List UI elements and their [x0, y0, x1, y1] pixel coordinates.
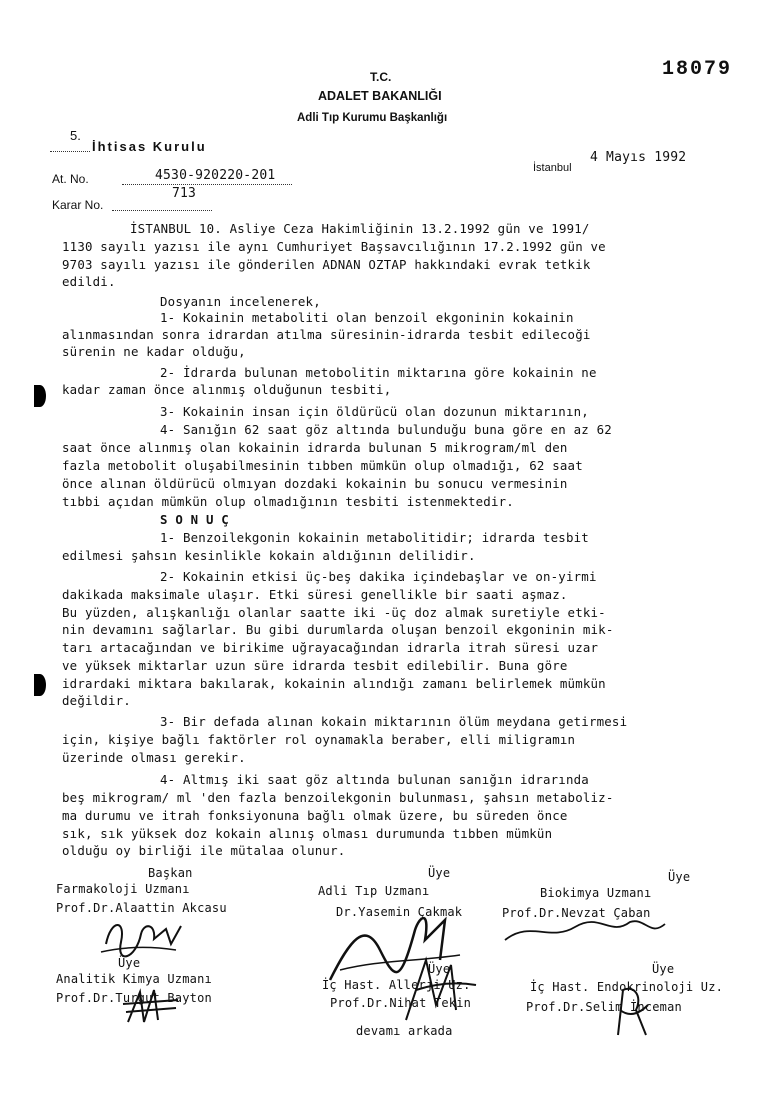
member2-label: Üye [668, 870, 691, 884]
committee-dots [50, 151, 90, 152]
signature-member5 [608, 980, 658, 1040]
result-line: değildir. [62, 693, 131, 708]
tc-label: T.C. [370, 70, 392, 84]
decision-no-dots [112, 210, 212, 211]
file-no-value: 4530-920220-201 [155, 168, 276, 183]
result-line: beş mikrogram/ ml 'den fazla benzoilekgonin bulunması, şahsın metaboliz- [62, 790, 614, 805]
question-line: önce alınan öldürücü olmıyan dozdaki kokainin bu sonucu vermesinin [62, 476, 568, 491]
chair-label: Başkan [148, 866, 193, 880]
review-title: Dosyanın incelenerek, [160, 294, 321, 309]
result-line: ve yüksek miktarlar uzun süre idrarda tesbit edilebilir. Buna göre [62, 658, 568, 673]
result-line: dakikada maksimale ulaşır. Etki süresi genellikle bir saati aşmaz. [62, 587, 568, 602]
question-line: kadar zaman önce alınmış olduğunun tesbiti, [62, 382, 392, 397]
signature-member3 [118, 982, 188, 1032]
result-line: 2- Kokainin etkisi üç-beş dakika içindebaşlar ve on-yirmi [160, 569, 597, 584]
chair-name: Prof.Dr.Alaattin Akcasu [56, 901, 227, 915]
result-line: edilmesi şahsın kesinlikle kokain aldığının delilidir. [62, 548, 476, 563]
question-line: 2- İdrarda bulunan metobolitin miktarına göre kokainin ne [160, 365, 597, 380]
question-line: fazla metobolit oluşabilmesinin tıbben mümkün olup olmadığı, 62 saat [62, 458, 583, 473]
committee-name: İhtisas Kurulu [92, 139, 207, 154]
result-line: nin devamını sağlarlar. Bu gibi durumlarda oluşan benzoil ekgoninin mik- [62, 622, 614, 637]
intro-line-1: İSTANBUL 10. Asliye Ceza Hakimliğinin 13.2.1992 gün ve 1991/ [130, 221, 590, 236]
document-number: 18079 [662, 58, 733, 81]
intro-line-4: edildi. [62, 274, 116, 289]
question-line: tıbbi açıdan mümkün olup olmadığının tesbiti istenmektedir. [62, 494, 514, 509]
decision-no-label: Karar No. [52, 198, 104, 212]
member2-role: Biokimya Uzmanı [540, 886, 652, 900]
committee-number: 5. [70, 128, 81, 143]
member2-name: Prof.Dr.Nevzat Çaban [502, 906, 651, 920]
member1-role: Adli Tıp Uzmanı [318, 884, 430, 898]
document-date: 4 Mayıs 1992 [590, 150, 687, 165]
chair-role: Farmakoloji Uzmanı [56, 882, 190, 896]
punch-hole-top [34, 385, 46, 407]
member3-label: Üye [118, 956, 141, 970]
question-line: saat önce alınmış olan kokainin idrarda bulunan 5 mikrogram/ml den [62, 440, 568, 455]
member5-name: Prof.Dr.Selim İnceman [526, 1000, 682, 1014]
file-no-dots [122, 184, 292, 185]
decision-no-value: 713 [172, 186, 197, 201]
question-line: 1- Kokainin metaboliti olan benzoil ekgoninin kokainin [160, 310, 574, 325]
member3-name: Prof.Dr.Turgut Bayton [56, 991, 212, 1005]
continued-note: devamı arkada [356, 1024, 453, 1038]
result-line: ma durumu ve itrah fonksiyonuna bağlı olmak üzere, bu süreden önce [62, 808, 568, 823]
result-line: için, kişiye bağlı faktörler rol oynamakla beraber, elli miligramın [62, 732, 576, 747]
file-no-label: At. No. [52, 172, 89, 186]
member5-label: Üye [652, 962, 675, 976]
member5-role: İç Hast. Endokrinoloji Uz. [530, 980, 724, 994]
result-title: S O N U Ç [160, 512, 229, 527]
member1-label: Üye [428, 866, 451, 880]
result-line: 3- Bir defada alınan kokain miktarının ölüm meydana getirmesi [160, 714, 628, 729]
ministry-name: ADALET BAKANLIĞI [318, 89, 442, 103]
member4-name: Prof.Dr.Nihat Tekin [330, 996, 472, 1010]
result-line: sık, sık yüksek doz kokain alınış olması durumunda tıbben mümkün [62, 826, 553, 841]
institution-name: Adli Tıp Kurumu Başkanlığı [297, 112, 448, 124]
question-line: sürenin ne kadar olduğu, [62, 344, 246, 359]
result-line: Bu yüzden, alışkanlığı olanlar saatte iki -üç doz almak suretiyle etki- [62, 605, 606, 620]
result-line: 4- Altmış iki saat göz altında bulunan sanığın idrarında [160, 772, 589, 787]
result-line: 1- Benzoilekgonin kokainin metabolitidir; idrarda tesbit [160, 530, 589, 545]
question-line: 3- Kokainin insan için öldürücü olan dozunun miktarının, [160, 404, 589, 419]
intro-line-3: 9703 sayılı yazısı ile gönderilen ADNAN OZTAP hakkındaki evrak tetkik [62, 257, 591, 272]
result-line: tarı artacağından ve birikime uğrayacağından idrarla itrah süresi uzar [62, 640, 599, 655]
city-label: İstanbul [533, 162, 572, 174]
result-line: idrardaki miktara bakılarak, kokainin alındığı zamanı belirlemek mümkün [62, 676, 606, 691]
signature-member4 [396, 950, 486, 1030]
result-line: üzerinde olması gerekir. [62, 750, 246, 765]
intro-line-2: 1130 sayılı yazısı ile aynı Cumhuriyet Başsavcılığının 17.2.1992 gün ve [62, 239, 606, 254]
member4-role: İç Hast. Allerji Uz. [322, 978, 471, 992]
member3-role: Analitik Kimya Uzmanı [56, 972, 212, 986]
member4-label: Üye [428, 962, 451, 976]
punch-hole-bottom [34, 674, 46, 696]
result-line: olduğu oy birliği ile mütalaa olunur. [62, 843, 346, 858]
signature-chair [96, 914, 186, 964]
question-line: 4- Sanığın 62 saat göz altında bulunduğu buna göre en az 62 [160, 422, 612, 437]
question-line: alınmasından sonra idrardan atılma süresinin-idrarda tesbit edilecoği [62, 327, 591, 342]
signature-member2 [500, 912, 670, 952]
member1-name: Dr.Yasemin Çakmak [336, 905, 463, 919]
